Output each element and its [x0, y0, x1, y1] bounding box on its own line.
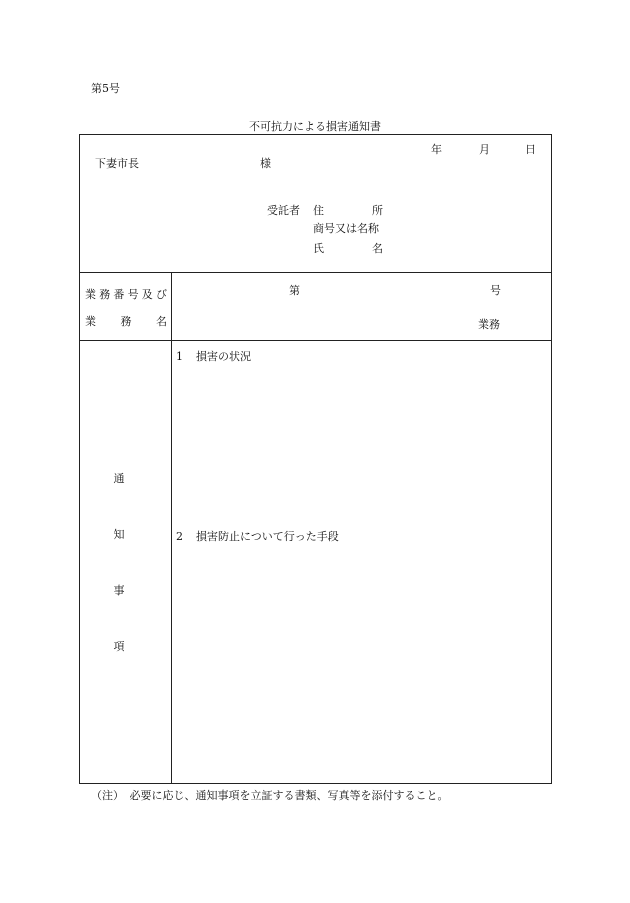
address-char: 住 — [313, 204, 324, 217]
section-text: 損害の状況 — [196, 350, 251, 363]
section-number: 2 — [176, 530, 183, 543]
section-number: 1 — [176, 350, 183, 363]
contractor-label: 受託者 — [267, 204, 300, 217]
task-label-char: 業 — [85, 315, 96, 328]
task-number-label — [85, 288, 167, 302]
task-number-prefix: 第 — [289, 284, 300, 297]
notice-label-char: 事 — [113, 584, 125, 597]
notice-label-char: 項 — [113, 640, 125, 653]
task-number-suffix: 号 — [490, 284, 501, 297]
address-field-label — [313, 204, 383, 218]
address-char: 所 — [372, 204, 383, 217]
damage-status-heading — [176, 350, 251, 364]
name-char: 氏 — [313, 242, 324, 255]
task-label-char: 務 — [120, 315, 132, 328]
task-label-char: 及 — [141, 288, 153, 301]
addressee-honorific: 様 — [260, 157, 271, 170]
date-month-label: 月 — [479, 143, 490, 156]
task-label-char: 名 — [156, 315, 167, 328]
task-label-char: 務 — [99, 288, 111, 301]
table-divider-task — [79, 340, 552, 341]
name-char: 名 — [372, 242, 383, 255]
task-label-char: び — [155, 288, 167, 301]
footnote: （注） 必要に応じ、通知事項を立証する書類、写真等を添付すること。 — [91, 789, 449, 802]
document-title: 不可抗力による損害通知書 — [249, 120, 381, 133]
addressee-name: 下妻市長 — [95, 157, 139, 170]
table-column-divider — [171, 272, 172, 784]
notice-label-char: 通 — [113, 472, 125, 485]
date-year-label: 年 — [431, 143, 442, 156]
task-label-char: 号 — [127, 288, 139, 301]
company-field-label: 商号又は名称 — [313, 222, 379, 235]
damage-prevention-heading — [176, 530, 339, 544]
form-number: 第5号 — [91, 82, 120, 95]
notice-label-char: 知 — [113, 528, 125, 541]
task-label-char: 業 — [85, 288, 96, 301]
task-name-suffix: 業務 — [478, 318, 500, 331]
name-field-label — [313, 242, 383, 256]
table-divider-header — [79, 272, 552, 273]
task-name-label — [85, 315, 167, 329]
date-day-label: 日 — [525, 143, 536, 156]
task-label-char: 番 — [113, 288, 125, 301]
section-text: 損害防止について行った手段 — [196, 530, 339, 543]
